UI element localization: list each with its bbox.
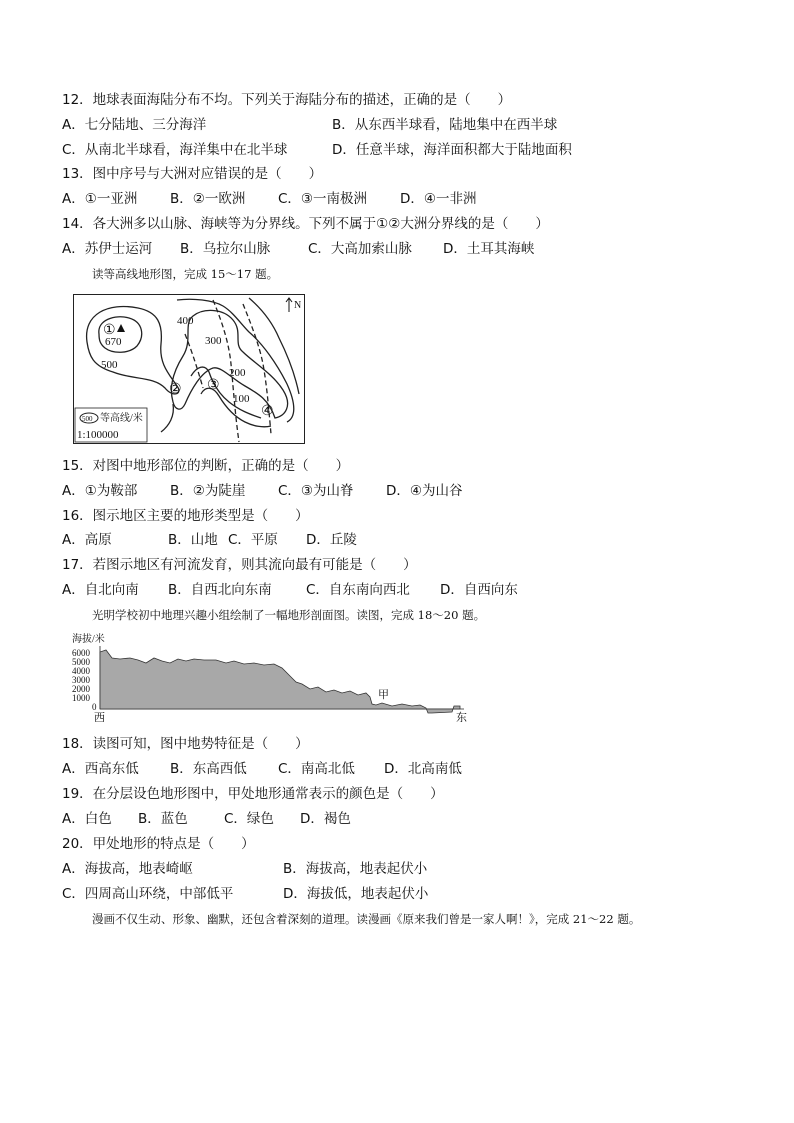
q14-option-c: C．大高加索山脉 bbox=[308, 241, 412, 257]
q14-option-d: D．土耳其海峡 bbox=[443, 241, 535, 257]
intro-profile: 光明学校初中地理兴趣小组绘制了一幅地形剖面图。读图，完成 18～20 题。 bbox=[92, 608, 486, 622]
q17-options bbox=[62, 580, 518, 600]
q13-option-b: B．②一欧洲 bbox=[170, 191, 246, 207]
q13-options bbox=[62, 189, 477, 209]
contour-label-670: 670 bbox=[105, 336, 122, 348]
q20-stem: 20．甲处地形的特点是（ ） bbox=[62, 836, 255, 852]
marker-3: ③ bbox=[207, 378, 220, 393]
marker-2: ② bbox=[169, 382, 182, 397]
ytick-2000: 2000 bbox=[72, 684, 90, 694]
q19-option-b: B．蓝色 bbox=[138, 811, 188, 827]
q13-option-d: D．④一非洲 bbox=[400, 191, 477, 207]
q20-option-a: A．海拔高，地表崎岖 bbox=[62, 861, 193, 877]
q14-option-b: B．乌拉尔山脉 bbox=[180, 241, 271, 257]
q15-stem: 15．对图中地形部位的判断，正确的是（ ） bbox=[62, 458, 350, 474]
marker-4: ④ bbox=[261, 404, 274, 419]
q13-stem: 13．图中序号与大洲对应错误的是（ ） bbox=[62, 166, 323, 182]
q20-option-c: C．四周高山环绕，中部低平 bbox=[62, 886, 234, 902]
point-jia: 甲 bbox=[378, 689, 389, 701]
profile-west: 西 bbox=[94, 712, 105, 722]
q14-stem: 14．各大洲多以山脉、海峡等为分界线。下列不属于①②大洲分界线的是（ ） bbox=[62, 216, 549, 232]
terrain-profile bbox=[70, 632, 470, 722]
q12-option-b: B．从东西半球看，陆地集中在西半球 bbox=[332, 117, 558, 133]
q16-options bbox=[62, 530, 357, 550]
contour-label-100: 100 bbox=[233, 393, 250, 405]
legend-value: 500 bbox=[82, 415, 93, 423]
q16-option-c: C．平原 bbox=[228, 532, 278, 548]
q15-options bbox=[62, 481, 463, 501]
q14-options bbox=[62, 239, 534, 259]
q19-option-d: D．褐色 bbox=[300, 811, 351, 827]
q13-option-c: C．③一南极洲 bbox=[278, 191, 368, 207]
profile-east: 东 bbox=[456, 712, 467, 722]
ytick-3000: 3000 bbox=[72, 675, 90, 685]
q17-option-a: A．自北向南 bbox=[62, 582, 139, 598]
q17-option-c: C．自东南向西北 bbox=[306, 582, 410, 598]
ytick-1000: 1000 bbox=[72, 693, 90, 703]
q18-options bbox=[62, 759, 462, 779]
terrain-area bbox=[100, 650, 460, 713]
q15-option-b: B．②为陡崖 bbox=[170, 483, 246, 499]
contour-label-300: 300 bbox=[205, 335, 222, 347]
q12-option-d: D．任意半球，海洋面积都大于陆地面积 bbox=[332, 142, 572, 158]
q12-option-c: C．从南北半球看，海洋集中在北半球 bbox=[62, 142, 288, 158]
profile-ylabel: 海拔/米 bbox=[72, 634, 105, 645]
q17-option-b: B．自西北向东南 bbox=[168, 582, 272, 598]
q16-option-d: D．丘陵 bbox=[306, 532, 357, 548]
intro-contour-map: 读等高线地形图，完成 15～17 题。 bbox=[92, 267, 279, 281]
q18-option-a: A．西高东低 bbox=[62, 761, 139, 777]
intro-cartoon: 漫画不仅生动、形象、幽默，还包含着深刻的道理。读漫画《原来我们曾是一家人啊！》，完成 21～22 题。 bbox=[92, 912, 641, 926]
q12-stem: 12．地球表面海陆分布不均。下列关于海陆分布的描述，正确的是（ ） bbox=[62, 92, 512, 108]
q15-option-d: D．④为山谷 bbox=[386, 483, 463, 499]
q20-option-b: B．海拔高，地表起伏小 bbox=[283, 861, 428, 877]
q14-option-a: A．苏伊士运河 bbox=[62, 241, 153, 257]
q13-option-a: A．①一亚洲 bbox=[62, 191, 138, 207]
q20-option-d: D．海拔低，地表起伏小 bbox=[283, 886, 429, 902]
q18-option-b: B．东高西低 bbox=[170, 761, 247, 777]
q12-option-a: A．七分陆地、三分海洋 bbox=[62, 117, 207, 133]
contour-label-200: 200 bbox=[229, 367, 246, 379]
north-label: N bbox=[294, 300, 302, 311]
q19-option-a: A．白色 bbox=[62, 811, 112, 827]
contour-map bbox=[73, 294, 305, 444]
map-scale: 1:100000 bbox=[77, 429, 119, 441]
q19-options bbox=[62, 809, 351, 829]
q19-stem: 19．在分层设色地形图中，甲处地形通常表示的颜色是（ ） bbox=[62, 786, 444, 802]
q18-option-d: D．北高南低 bbox=[384, 761, 462, 777]
q15-option-c: C．③为山脊 bbox=[278, 483, 354, 499]
q16-option-a: A．高原 bbox=[62, 532, 112, 548]
ytick-6000: 6000 bbox=[72, 648, 90, 658]
q16-stem: 16．图示地区主要的地形类型是（ ） bbox=[62, 508, 309, 524]
q17-stem: 17．若图示地区有河流发育，则其流向最有可能是（ ） bbox=[62, 557, 417, 573]
q17-option-d: D．自西向东 bbox=[440, 582, 518, 598]
q16-option-b: B．山地 bbox=[168, 532, 218, 548]
q18-option-c: C．南高北低 bbox=[278, 761, 355, 777]
q19-option-c: C．绿色 bbox=[224, 811, 274, 827]
q18-stem: 18．读图可知，图中地势特征是（ ） bbox=[62, 736, 309, 752]
ytick-0: 0 bbox=[92, 702, 97, 712]
legend-label: 等高线/米 bbox=[100, 413, 143, 424]
q15-option-a: A．①为鞍部 bbox=[62, 483, 138, 499]
ytick-5000: 5000 bbox=[72, 657, 90, 667]
contour-label-400: 400 bbox=[177, 315, 194, 327]
ytick-4000: 4000 bbox=[72, 666, 90, 676]
contour-label-500: 500 bbox=[101, 359, 118, 371]
marker-1: ① bbox=[103, 323, 116, 338]
